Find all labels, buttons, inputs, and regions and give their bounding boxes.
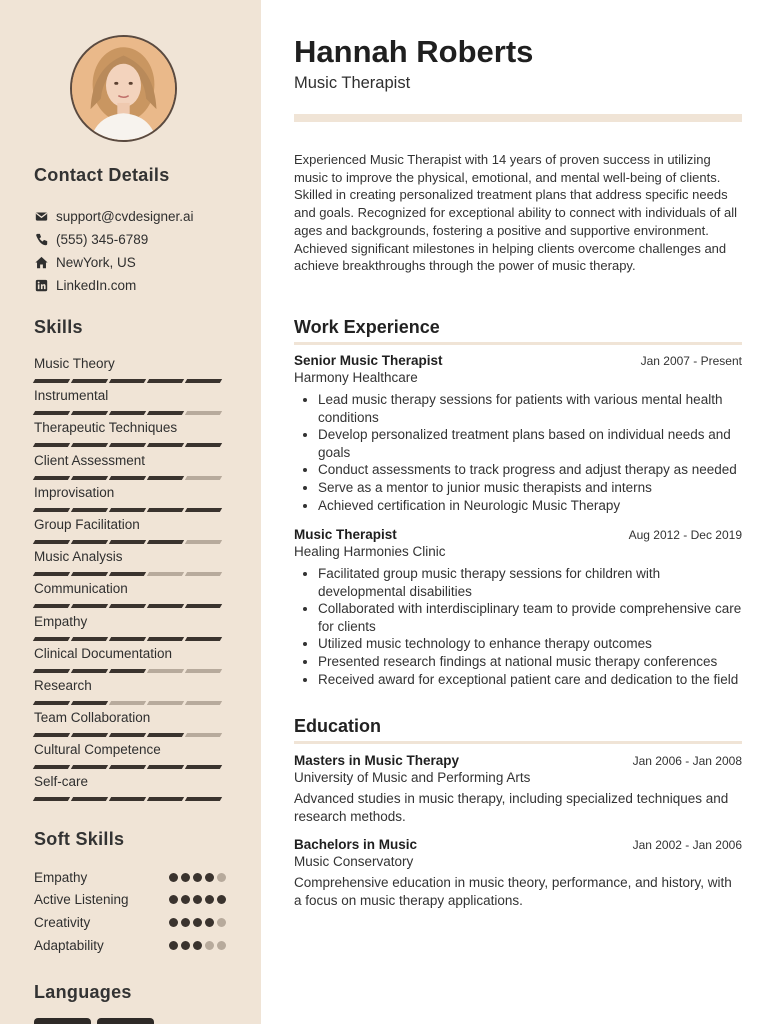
- rating-dot: [193, 918, 202, 927]
- skill-name: Client Assessment: [34, 452, 146, 468]
- work-bullet: • Facilitated group music therapy sessions for children with developmental disabilities: [318, 565, 742, 600]
- skill-level-segment: [147, 797, 184, 801]
- skill-level-segment: [147, 637, 184, 641]
- job-title: Music Therapist: [294, 74, 411, 92]
- skill-item: [34, 485, 226, 517]
- skill-item: [34, 710, 226, 742]
- work-bullet: • Presented research findings at national music therapy conferences: [318, 653, 742, 671]
- skill-level-segment: [185, 411, 222, 415]
- contact-email[interactable]: [34, 205, 244, 228]
- skill-level-segment: [33, 765, 70, 769]
- skill-item: [34, 517, 226, 549]
- skill-level-bar: [34, 669, 226, 673]
- profile-photo: [70, 35, 177, 142]
- skill-level-segment: [33, 540, 70, 544]
- languages-heading: Languages: [34, 982, 132, 1002]
- education-heading: Education: [294, 716, 382, 736]
- skill-level-segment: [109, 701, 146, 705]
- education-date: Jan 2002 - Jan 2006: [632, 838, 742, 852]
- skill-level-bar: [34, 379, 226, 383]
- work-role: Music Therapist: [294, 527, 397, 542]
- rating-dot: [169, 895, 178, 904]
- skill-item: [34, 356, 226, 388]
- education-entry: [294, 837, 742, 909]
- rating-dot: [169, 918, 178, 927]
- skill-level-segment: [109, 411, 146, 415]
- skill-name: Cultural Competence: [34, 742, 161, 758]
- rating-dot: [205, 918, 214, 927]
- skill-level-segment: [185, 733, 222, 737]
- skills-list: [34, 356, 226, 807]
- soft-skill-name: Adaptability: [34, 937, 104, 953]
- skill-level-segment: [33, 669, 70, 673]
- work-bullet: • Develop personalized treatment plans based on individual needs and goals: [318, 426, 742, 461]
- skill-level-segment: [185, 669, 222, 673]
- rating-dot: [193, 873, 202, 882]
- skill-level-segment: [185, 508, 222, 512]
- education-divider: [294, 741, 742, 744]
- skill-level-segment: [185, 540, 222, 544]
- skill-level-segment: [109, 379, 146, 383]
- soft-skill-item: [34, 866, 226, 889]
- work-bullet: • Lead music therapy sessions for patients with various mental health conditions: [318, 391, 742, 426]
- contact-phone[interactable]: [34, 228, 244, 251]
- rating-dot: [193, 895, 202, 904]
- skill-level-bar: [34, 637, 226, 641]
- rating-dot: [217, 873, 226, 882]
- skill-name: Self-care: [34, 774, 89, 790]
- skill-name: Therapeutic Techniques: [34, 420, 178, 436]
- skill-level-segment: [71, 765, 108, 769]
- education-entry: [294, 753, 742, 825]
- education-degree: Bachelors in Music: [294, 837, 418, 852]
- skill-level-bar: [34, 701, 226, 705]
- skill-item: [34, 678, 226, 710]
- rating-dot: [205, 941, 214, 950]
- portrait-image: [72, 37, 175, 140]
- skill-level-segment: [109, 669, 146, 673]
- skill-level-segment: [147, 411, 184, 415]
- skill-name: Music Analysis: [34, 549, 123, 565]
- phone-icon: [34, 233, 48, 247]
- contact-linkedin[interactable]: [34, 274, 244, 297]
- skill-level-segment: [109, 540, 146, 544]
- skill-level-segment: [147, 765, 184, 769]
- candidate-name: Hannah Roberts: [294, 34, 534, 69]
- sidebar: [0, 0, 261, 1024]
- education-school: Music Conservatory: [294, 854, 414, 869]
- skill-level-segment: [71, 733, 108, 737]
- skill-level-segment: [33, 637, 70, 641]
- skill-level-segment: [71, 572, 108, 576]
- skill-level-segment: [33, 797, 70, 801]
- skill-level-bar: [34, 604, 226, 608]
- skill-level-segment: [109, 765, 146, 769]
- skill-name: Empathy: [34, 613, 88, 629]
- work-bullet: • Received award for exceptional patient care and dedication to the field: [318, 671, 742, 689]
- skill-name: Group Facilitation: [34, 516, 140, 532]
- skill-item: [34, 420, 226, 452]
- skill-level-segment: [109, 508, 146, 512]
- skill-level-segment: [147, 669, 184, 673]
- skill-level-segment: [33, 379, 70, 383]
- skill-level-segment: [147, 476, 184, 480]
- skill-name: Communication: [34, 581, 128, 597]
- skill-item: [34, 453, 226, 485]
- home-icon: [34, 256, 48, 270]
- skill-level-segment: [147, 443, 184, 447]
- skill-level-segment: [185, 379, 222, 383]
- work-divider: [294, 342, 742, 345]
- skill-level-bar: [34, 540, 226, 544]
- contact-email-text: support@cvdesigner.ai: [56, 209, 194, 224]
- work-org: Healing Harmonies Clinic: [294, 544, 446, 559]
- skill-level-segment: [185, 797, 222, 801]
- education-description: Comprehensive education in music theory, performance, and history, with a focus on music therapy applications.: [294, 875, 732, 908]
- skill-level-segment: [33, 604, 70, 608]
- skill-level-segment: [33, 701, 70, 705]
- work-bullet: • Utilized music technology to enhance therapy outcomes: [318, 635, 742, 653]
- skill-level-bar: [34, 508, 226, 512]
- skill-level-segment: [109, 443, 146, 447]
- skill-level-segment: [109, 604, 146, 608]
- skill-level-bar: [34, 733, 226, 737]
- work-heading: Work Experience: [294, 317, 440, 337]
- skill-level-segment: [71, 411, 108, 415]
- header-divider: [294, 114, 742, 122]
- skill-level-segment: [147, 508, 184, 512]
- skill-level-segment: [33, 733, 70, 737]
- language-chip: [97, 1018, 154, 1024]
- skill-item: [34, 774, 226, 806]
- skill-level-segment: [109, 797, 146, 801]
- skill-name: Research: [34, 677, 92, 693]
- skill-level-segment: [71, 476, 108, 480]
- work-entry: [294, 353, 742, 514]
- skill-level-segment: [33, 476, 70, 480]
- soft-skill-name: Empathy: [34, 869, 88, 885]
- rating-dot: [169, 941, 178, 950]
- skill-level-segment: [147, 604, 184, 608]
- rating-dot: [217, 895, 226, 904]
- work-bullet: • Achieved certification in Neurologic Music Therapy: [318, 497, 742, 515]
- skill-level-segment: [185, 476, 222, 480]
- skill-name: Instrumental: [34, 388, 109, 404]
- email-icon: [34, 210, 48, 224]
- contact-linkedin-text: LinkedIn.com: [56, 278, 137, 293]
- soft-skill-item: [34, 889, 226, 912]
- work-date: Jan 2007 - Present: [640, 354, 742, 368]
- rating-dot: [181, 895, 190, 904]
- rating-dot: [217, 941, 226, 950]
- skill-level-segment: [33, 443, 70, 447]
- skill-item: [34, 388, 226, 420]
- skill-item: [34, 614, 226, 646]
- skill-level-segment: [147, 540, 184, 544]
- skill-level-segment: [109, 572, 146, 576]
- education-date: Jan 2006 - Jan 2008: [632, 754, 742, 768]
- skill-level-segment: [71, 637, 108, 641]
- skill-item: [34, 646, 226, 678]
- skill-item: [34, 549, 226, 581]
- linkedin-icon: [34, 279, 48, 293]
- education-degree: Masters in Music Therapy: [294, 753, 460, 768]
- rating-dot: [217, 918, 226, 927]
- rating-dot: [205, 895, 214, 904]
- rating-dot: [181, 873, 190, 882]
- soft-skill-name: Creativity: [34, 914, 91, 930]
- skill-level-segment: [33, 411, 70, 415]
- skill-level-segment: [71, 540, 108, 544]
- skill-item: [34, 742, 226, 774]
- contact-location-text: NewYork, US: [56, 255, 136, 270]
- skill-level-segment: [71, 508, 108, 512]
- rating-dot: [181, 918, 190, 927]
- rating-dot: [193, 941, 202, 950]
- rating-dot: [205, 873, 214, 882]
- skill-level-segment: [185, 637, 222, 641]
- contact-list: [34, 205, 244, 297]
- skill-level-segment: [71, 669, 108, 673]
- work-role: Senior Music Therapist: [294, 353, 443, 368]
- skill-level-segment: [185, 701, 222, 705]
- soft-skill-rating: [169, 873, 226, 882]
- skill-name: Improvisation: [34, 484, 115, 500]
- contact-location: [34, 251, 244, 274]
- skill-level-segment: [147, 379, 184, 383]
- work-bullet: • Serve as a mentor to junior music therapists and interns: [318, 479, 742, 497]
- skill-level-bar: [34, 411, 226, 415]
- skill-level-segment: [71, 443, 108, 447]
- skill-level-segment: [71, 797, 108, 801]
- skill-item: [34, 581, 226, 613]
- skill-level-segment: [33, 508, 70, 512]
- skill-level-segment: [33, 572, 70, 576]
- skill-name: Team Collaboration: [34, 710, 151, 726]
- soft-skill-item: [34, 934, 226, 957]
- skill-level-bar: [34, 797, 226, 801]
- skill-level-bar: [34, 765, 226, 769]
- education-school: University of Music and Performing Arts: [294, 770, 531, 785]
- skill-level-segment: [185, 443, 222, 447]
- skill-level-bar: [34, 443, 226, 447]
- skill-level-segment: [147, 701, 184, 705]
- skill-level-segment: [185, 572, 222, 576]
- work-bullet: • Collaborated with interdisciplinary team to provide comprehensive care for clients: [318, 600, 742, 635]
- skill-level-segment: [71, 379, 108, 383]
- work-bullet: • Conduct assessments to track progress and adjust therapy as needed: [318, 461, 742, 479]
- soft-skill-rating: [169, 918, 226, 927]
- work-org: Harmony Healthcare: [294, 370, 418, 385]
- skill-level-segment: [147, 572, 184, 576]
- work-bullets: [294, 391, 742, 514]
- rating-dot: [181, 941, 190, 950]
- skill-level-bar: [34, 572, 226, 576]
- skill-level-segment: [185, 765, 222, 769]
- summary-text: Experienced Music Therapist with 14 years of proven success in utilizing music to improve the physical, emotional, and mental well-being of clients. Skilled in creating personalized treatment plans that address specific needs and goals. Recognized for exceptional ability to connect with individuals of all ages and backgrounds, fostering a positive and supportive environment. Achieved significant milestones in helping clients overcome challenges and achieve breakthroughs through the power of music therapy.: [294, 152, 737, 274]
- soft-skill-item: [34, 911, 226, 934]
- education-description: Advanced studies in music therapy, including specialized techniques and research methods.: [294, 791, 729, 824]
- skill-name: Clinical Documentation: [34, 645, 173, 661]
- skill-level-segment: [109, 733, 146, 737]
- contact-phone-text: (555) 345-6789: [56, 232, 149, 247]
- soft-skills-heading: Soft Skills: [34, 829, 125, 849]
- skill-name: Music Theory: [34, 356, 115, 371]
- soft-skill-rating: [169, 895, 226, 904]
- skill-level-segment: [109, 637, 146, 641]
- language-chips: [34, 1018, 154, 1024]
- soft-skills-list: [34, 866, 226, 956]
- skill-level-segment: [185, 604, 222, 608]
- skills-heading: Skills: [34, 317, 83, 337]
- skill-level-segment: [147, 733, 184, 737]
- work-entry: [294, 527, 742, 688]
- rating-dot: [169, 873, 178, 882]
- soft-skill-name: Active Listening: [34, 892, 129, 908]
- skill-level-bar: [34, 476, 226, 480]
- skill-level-segment: [71, 701, 108, 705]
- skill-level-segment: [71, 604, 108, 608]
- contact-heading: Contact Details: [34, 165, 170, 185]
- work-date: Aug 2012 - Dec 2019: [628, 528, 742, 542]
- language-chip: [34, 1018, 91, 1024]
- work-bullets: [294, 565, 742, 688]
- skill-level-segment: [109, 476, 146, 480]
- soft-skill-rating: [169, 941, 226, 950]
